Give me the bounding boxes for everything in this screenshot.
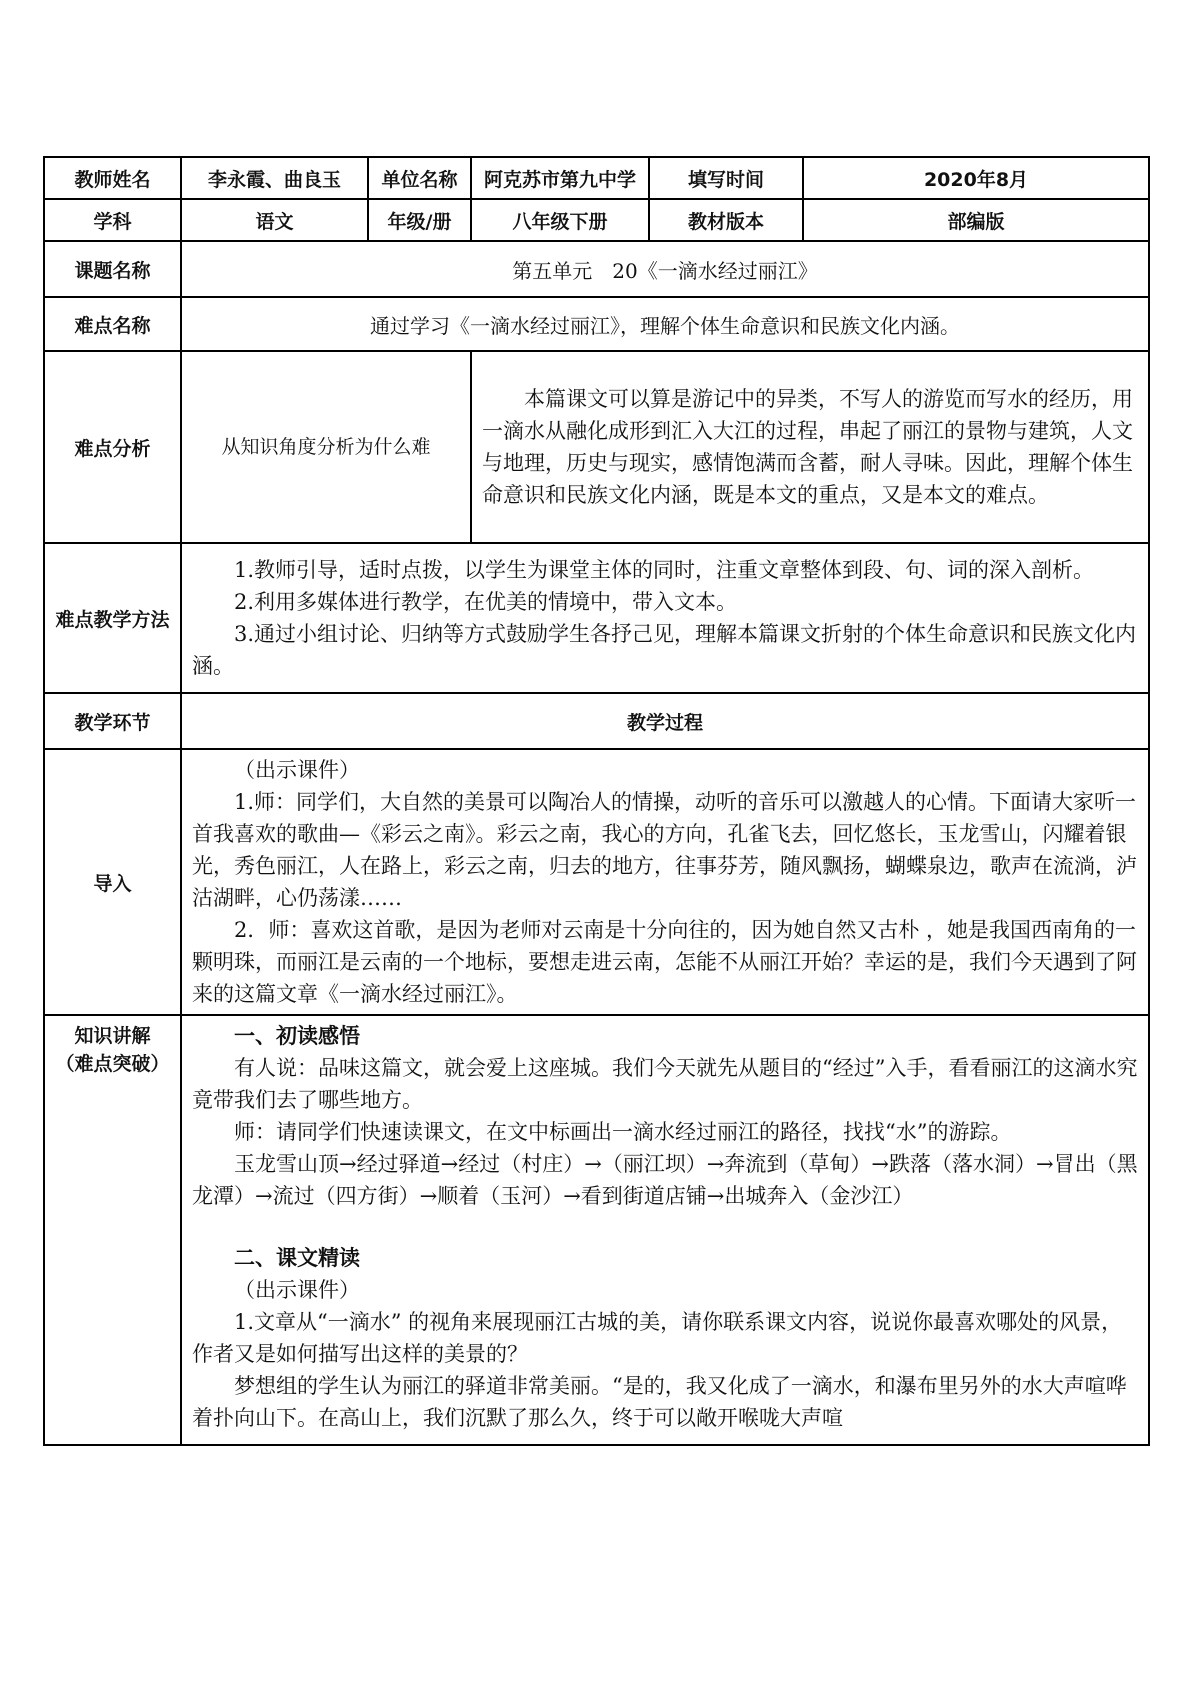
method-item-1: 1.教师引导，适时点拨，以学生为课堂主体的同时，注重文章整体到段、句、词的深入剖析。 <box>234 558 1095 582</box>
process-step-label: 教学环节 <box>44 693 181 749</box>
analysis-sub-label: 从知识角度分析为什么难 <box>181 351 471 543</box>
section2-title: 二、课文精读 <box>234 1246 360 1270</box>
methods-cell <box>181 543 1149 693</box>
process-label: 教学过程 <box>181 693 1149 749</box>
teacher-label: 教师姓名 <box>44 157 181 199</box>
knowledge-row <box>44 1015 1149 1445</box>
subject-value: 语文 <box>181 199 368 241</box>
difficulty-value: 通过学习《一滴水经过丽江》，理解个体生命意识和民族文化内涵。 <box>181 297 1149 351</box>
info-row-2 <box>44 199 1149 241</box>
subject-label: 学科 <box>44 199 181 241</box>
knowledge-label <box>44 1015 181 1445</box>
lesson-plan-form <box>43 156 1148 1446</box>
unit-label: 单位名称 <box>368 157 471 199</box>
section2-para-3: 梦想组的学生认为丽江的驿道非常美丽。“是的，我又化成了一滴水，和瀑布里另外的水大声喧哗着扑向山下。在高山上，我们沉默了那么久，终于可以敞开喉咙大声喧 <box>192 1374 1127 1430</box>
date-label: 填写时间 <box>649 157 803 199</box>
topic-label: 课题名称 <box>44 241 181 297</box>
unit-value: 阿克苏市第九中学 <box>471 157 649 199</box>
section1-para-2: 师：请同学们快速读课文，在文中标画出一滴水经过丽江的路径，找找“水”的游踪。 <box>234 1120 1012 1144</box>
difficulty-row <box>44 297 1149 351</box>
section2-para-2: 1.文章从“一滴水” 的视角来展现丽江古城的美，请你联系课文内容，说说你最喜欢哪处的风景，作者又是如何描写出这样的美景的？ <box>192 1310 1123 1366</box>
edition-value: 部编版 <box>803 199 1149 241</box>
process-header-row <box>44 693 1149 749</box>
info-row-1 <box>44 157 1149 199</box>
methods-label: 难点教学方法 <box>44 543 181 693</box>
edition-label: 教材版本 <box>649 199 803 241</box>
section-gap <box>192 1212 1140 1242</box>
analysis-text-cell <box>471 351 1149 543</box>
intro-para-1: （出示课件） <box>234 758 360 782</box>
difficulty-label: 难点名称 <box>44 297 181 351</box>
analysis-text: 本篇课文可以算是游记中的异类，不写人的游览而写水的经历，用一滴水从融化成形到汇入大江的过程，串起了丽江的景物与建筑，人文与地理，历史与现实，感情饱满而含蓄，耐人寻味。因此，理解个体生命意识和民族文化内涵，既是本文的重点，又是本文的难点。 <box>482 387 1133 507</box>
grade-value: 八年级下册 <box>471 199 649 241</box>
intro-para-2: 1.师：同学们，大自然的美景可以陶冶人的情操，动听的音乐可以激越人的心情。下面请大家听一首我喜欢的歌曲—《彩云之南》。彩云之南，我心的方向，孔雀飞去，回忆悠长，玉龙雪山，闪耀着银光，秀色丽江，人在路上，彩云之南，归去的地方，往事芬芳，随风飘扬，蝴蝶泉边，歌声在流淌，泸沽湖畔，心仍荡漾…… <box>192 790 1137 910</box>
grade-label: 年级/册 <box>368 199 471 241</box>
analysis-row <box>44 351 1149 543</box>
intro-cell <box>181 749 1149 1015</box>
knowledge-label-line1: 知识讲解 <box>74 1025 151 1047</box>
knowledge-label-line2: （难点突破） <box>55 1053 170 1075</box>
section1-para-1: 有人说：品味这篇文，就会爱上这座城。我们今天就先从题目的“经过”入手，看看丽江的这滴水究竟带我们去了哪些地方。 <box>192 1056 1138 1112</box>
section1-title: 一、初读感悟 <box>234 1024 360 1048</box>
method-item-2: 2.利用多媒体进行教学，在优美的情境中，带入文本。 <box>234 590 738 614</box>
methods-row <box>44 543 1149 693</box>
intro-row <box>44 749 1149 1015</box>
method-item-3: 3.通过小组讨论、归纳等方式鼓励学生各抒己见，理解本篇课文折射的个体生命意识和民族文化内涵。 <box>192 622 1137 678</box>
topic-row <box>44 241 1149 297</box>
section1-para-3: 玉龙雪山顶→经过驿道→经过（村庄）→（丽江坝）→奔流到（草甸）→跌落（落水洞）→冒出（黑龙潭）→流过（四方街）→顺着（玉河）→看到街道店铺→出城奔入（金沙江） <box>192 1152 1138 1208</box>
lesson-plan-table <box>43 156 1150 1446</box>
date-value: 2020年8月 <box>803 157 1149 199</box>
knowledge-cell <box>181 1015 1149 1445</box>
topic-value: 第五单元 20《一滴水经过丽江》 <box>181 241 1149 297</box>
section2-para-1: （出示课件） <box>234 1278 360 1302</box>
intro-para-3: 2．师：喜欢这首歌，是因为老师对云南是十分向往的，因为她自然又古朴 ，她是我国西南角的一颗明珠，而丽江是云南的一个地标，要想走进云南，怎能不从丽江开始？幸运的是，我们今天遇到了阿来的这篇文章《一滴水经过丽江》。 <box>192 918 1137 1006</box>
intro-label: 导入 <box>44 749 181 1015</box>
teacher-value: 李永霞、曲良玉 <box>181 157 368 199</box>
analysis-label: 难点分析 <box>44 351 181 543</box>
